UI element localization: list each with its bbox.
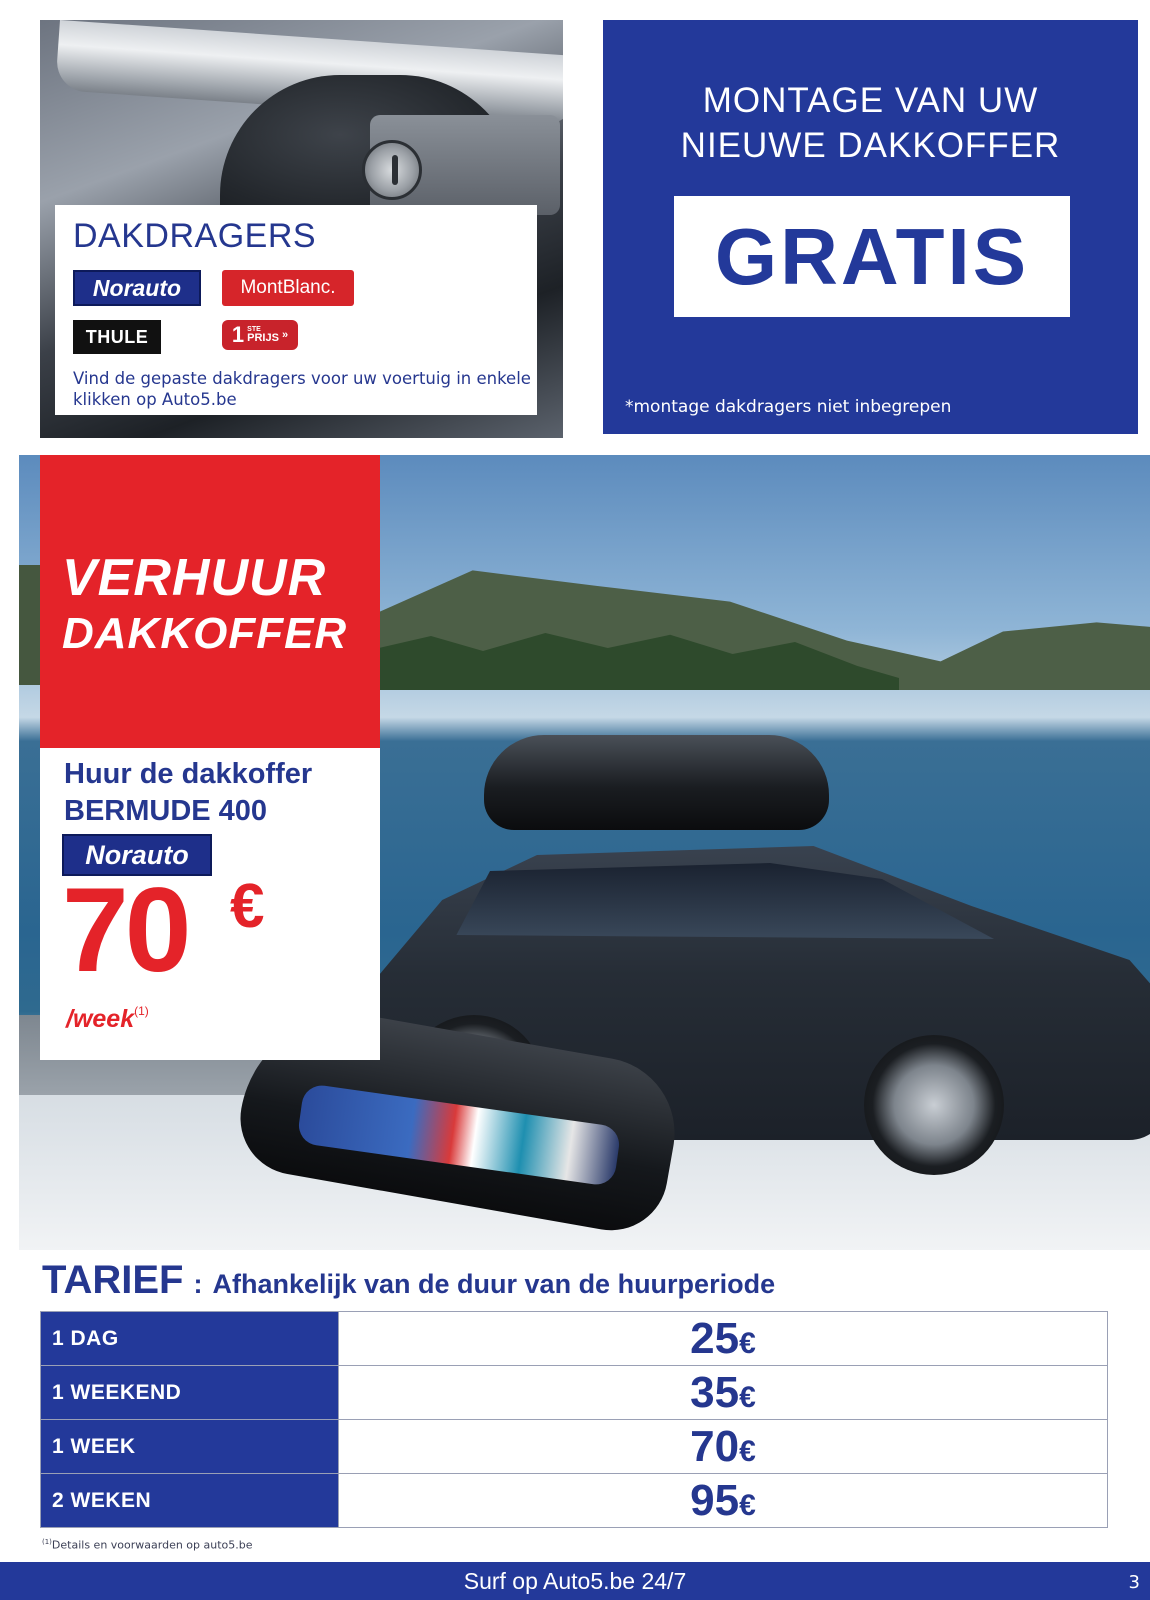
rental-price-currency: € [230,872,265,941]
tariff-heading [42,1258,775,1303]
rental-price-unit [66,1004,149,1034]
tariff-table [40,1311,1108,1528]
rental-title-line2: DAKKOFFER [62,609,348,658]
tariff-price-currency: € [739,1434,756,1468]
tariff-price [339,1366,1108,1420]
table-row [41,1366,1108,1420]
tariff-price-value: 95 [690,1475,740,1525]
footer-bar [0,1562,1150,1600]
tariff-title: TARIEF [42,1258,184,1302]
tariff-period: 2 WEKEN [41,1474,339,1528]
tariff-price-value: 70 [690,1421,740,1471]
norauto-logo: Norauto [73,270,201,306]
chevron-right-icon: » [281,329,289,341]
tariff-price [339,1474,1108,1528]
rental-title-line1: VERHUUR [62,549,327,607]
free-mounting-heading [603,78,1138,168]
free-mounting-heading-line2: NIEUWE DAKKOFFER [680,126,1061,165]
free-mounting-panel [603,20,1138,434]
rental-subtitle-line1: Huur de dakkoffer [64,758,313,790]
tariff-period: 1 DAG [41,1312,339,1366]
tariff-period: 1 WEEKEND [41,1366,339,1420]
rental-banner [40,455,380,748]
first-price-logo [222,320,298,350]
tariff-price [339,1312,1108,1366]
norauto-logo: Norauto [62,834,212,876]
footnote-ref: (1) [42,1538,52,1546]
footer-text: Surf op Auto5.be 24/7 [463,1568,687,1594]
montblanc-logo: MontBlanc. [222,270,354,306]
tariff-separator: : [193,1269,203,1299]
first-price-number: 1 [231,322,245,347]
free-badge: GRATIS [674,196,1070,317]
rental-product-name: BERMUDE 400 [64,795,268,827]
first-price-ste: STE [247,326,261,333]
page-number: 3 [1128,1572,1140,1593]
first-price-prijs: PRIJS [247,332,279,344]
tariff-price-currency: € [739,1326,756,1360]
tariff-period: 1 WEEK [41,1420,339,1474]
rental-footnote-ref: (1) [134,1004,149,1018]
roof-rack-title: DAKDRAGERS [73,217,317,255]
rental-price-unit-text: /week [66,1005,135,1033]
roof-rack-description: Vind de gepaste dakdragers voor uw voertuig in enkele klikken op Auto5.be [73,369,531,409]
table-row [41,1420,1108,1474]
roof-rack-panel [40,20,563,438]
thule-logo: THULE [73,320,161,354]
footnote [42,1538,253,1552]
footnote-text: Details en voorwaarden op auto5.be [51,1538,253,1552]
free-mounting-heading-line1: MONTAGE VAN UW [702,81,1039,120]
tariff-subtitle: Afhankelijk van de duur van de huurperiode [212,1269,776,1299]
lock-icon [362,140,422,200]
car-window-photo [434,863,994,943]
rental-price-card [40,748,380,1060]
roof-box-on-car-photo [484,735,829,830]
tariff-price-currency: € [739,1380,756,1414]
roof-rack-card [55,205,537,415]
front-wheel-photo [864,1035,1004,1175]
table-row [41,1474,1108,1528]
rental-title [62,550,347,662]
rental-subtitle [64,756,312,830]
tariff-price-value: 35 [690,1367,740,1417]
table-row [41,1312,1108,1366]
tariff-price-value: 25 [690,1313,740,1363]
tariff-price-currency: € [739,1488,756,1522]
rental-price: 70 [62,863,188,997]
tariff-price [339,1420,1108,1474]
free-mounting-note: *montage dakdragers niet inbegrepen [625,397,952,417]
